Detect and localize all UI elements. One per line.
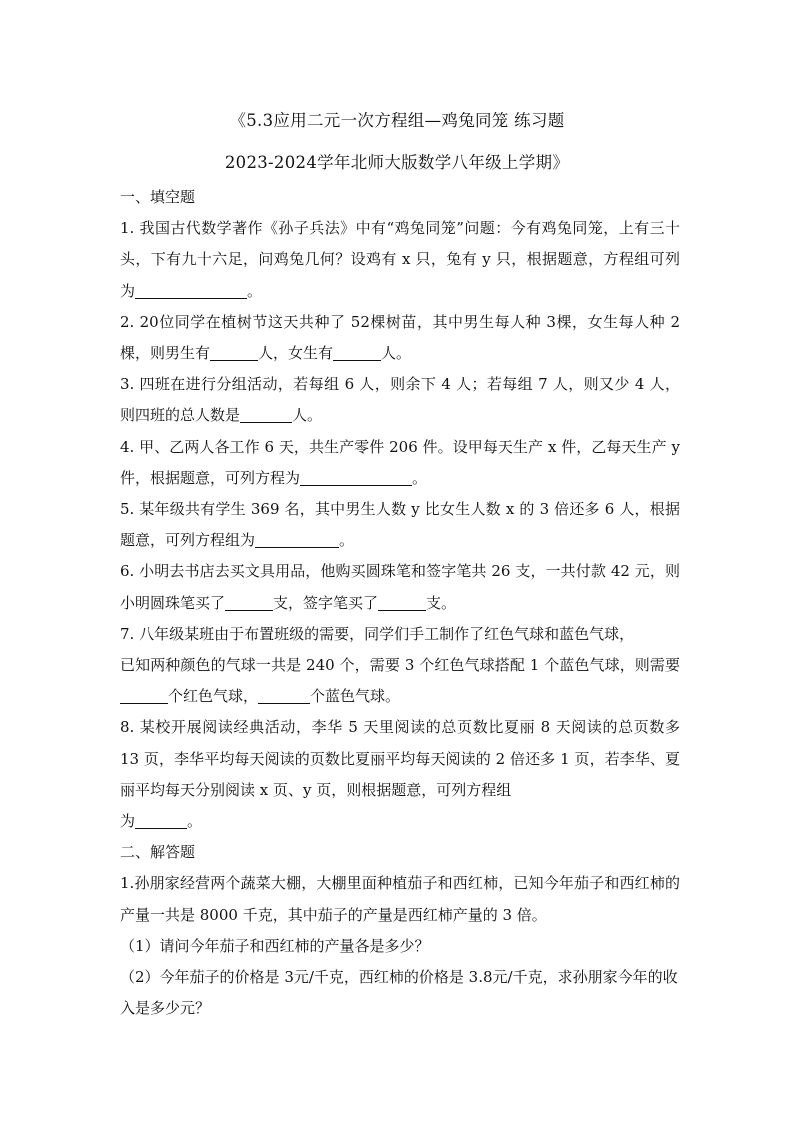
- answer-blank[interactable]: [333, 345, 381, 361]
- answer-blank[interactable]: [240, 407, 292, 423]
- question-2-end: 人。: [381, 344, 412, 363]
- question-6: [120, 556, 680, 618]
- question-7-text-2: 已知两种颜色的气球一共是 240 个，需要 3 个红色气球搭配 1 个蓝色气球，则需要: [120, 656, 680, 675]
- title-line-1: 《5.3应用二元一次方程组—鸡兔同笼 练习题: [229, 111, 565, 130]
- problem-1-part-2: （2）今年茄子的价格是 3元/千克，西红柿的价格是 3.8元/千克，求孙朋家今年的收入是多少元？: [120, 968, 678, 1018]
- question-8: [120, 712, 680, 837]
- answer-blank[interactable]: [258, 688, 310, 704]
- question-8-end: 。: [187, 812, 203, 831]
- question-8-text: 8. 某校开展阅读经典活动，李华 5 天里阅读的总页数比夏丽 8 天阅读的总页数多 13 页，李华平均每天阅读的页数比夏丽平均每天阅读的 2 倍还多 1 页，若李华、夏丽平均每天分别阅读 x 页、y 页，则根据题意，可列方程组: [120, 718, 680, 799]
- question-3-text: 3. 四班在进行分组活动，若每组 6 人，则余下 4 人；若每组 7 人，则又少 4 人，则四班的总人数是: [120, 375, 680, 425]
- title-line-2: 2023-2024学年北师大版数学八年级上学期》: [224, 153, 570, 172]
- answer-blank[interactable]: [255, 532, 339, 548]
- question-1-end: 。: [247, 281, 263, 300]
- question-3-end: 人。: [292, 406, 323, 425]
- answer-blank[interactable]: [135, 283, 247, 299]
- section-heading-solve: 二、解答题: [120, 843, 196, 862]
- question-1: [120, 213, 680, 307]
- question-7-mid: 个红色气球，: [168, 687, 259, 706]
- question-7-text: 7. 八年级某班由于布置班级的需要，同学们手工制作了红色气球和蓝色气球，: [120, 624, 635, 643]
- question-1-text: 1. 我国古代数学著作《孙子兵法》中有“鸡兔同笼”问题：今有鸡兔同笼，上有三十头，下有九十六足，问鸡兔几何？设鸡有 x 只，兔有 y 只，根据题意，方程组可列为: [120, 219, 680, 300]
- question-8-wei: 为: [120, 812, 136, 831]
- question-7: [120, 619, 680, 713]
- answer-blank[interactable]: [225, 595, 273, 611]
- answer-blank[interactable]: [135, 813, 187, 829]
- question-4-text: 4. 甲、乙两人各工作 6 天，共生产零件 206 件。设甲每天生产 x 件，乙每天生产 y 件，根据题意，可列方程为: [120, 437, 680, 487]
- answer-blank[interactable]: [210, 345, 258, 361]
- problem-1-part-1: （1）请问今年茄子和西红柿的产量各是多少？: [120, 936, 430, 955]
- question-4: [120, 432, 680, 494]
- question-2-text: 2. 20位同学在植树节这天共种了 52棵树苗，其中男生每人种 3棵，女生每人种 2棵，则男生有: [120, 312, 680, 363]
- question-3: [120, 369, 680, 431]
- question-5-end: 。: [339, 531, 355, 550]
- answer-blank[interactable]: [378, 595, 426, 611]
- problem-1: 1.孙朋家经营两个蔬菜大棚，大棚里面种植茄子和西红柿，已知今年茄子和西红柿的产量一共是 8000 千克，其中茄子的产量是西红柿产量的 3 倍。: [120, 874, 680, 924]
- question-5-text: 5. 某年级共有学生 369 名，其中男生人数 y 比女生人数 x 的 3 倍还多 6 人，根据题意，可列方程组为: [120, 500, 680, 550]
- question-2: [120, 307, 680, 369]
- question-6-mid: 支，签字笔买了: [273, 593, 379, 612]
- answer-blank[interactable]: [300, 470, 412, 486]
- question-6-end: 支。: [426, 593, 457, 612]
- question-5: [120, 494, 680, 556]
- answer-blank[interactable]: [120, 688, 168, 704]
- document-body: [120, 182, 680, 1024]
- question-2-mid: 人，女生有: [258, 344, 334, 363]
- question-6-text: 6. 小明去书店去买文具用品，他购买圆珠笔和签字笔共 26 支，一共付款 42 元，则小明圆珠笔买了: [120, 562, 680, 612]
- question-4-end: 。: [412, 468, 428, 487]
- section-heading-fill-blank: 一、填空题: [120, 188, 196, 206]
- question-7-end: 个蓝色气球。: [310, 687, 401, 706]
